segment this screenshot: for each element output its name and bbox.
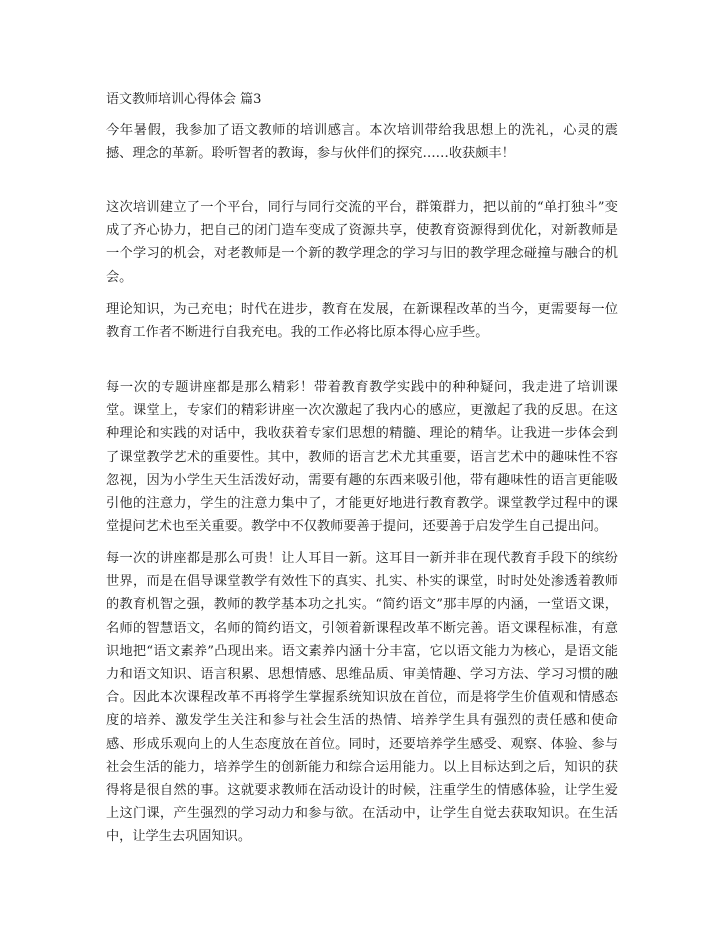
paragraph-theory-recharge: 理论知识，为己充电；时代在进步，教育在发展，在新课程改革的当今，更需要每一位教育工作者不断进行自我充电。我的工作必将比原本得心应手些。 xyxy=(106,302,618,341)
paragraph-lectures-valuable: 每一次的讲座都是那么可贵！让人耳目一新。这耳目一新并非在现代教育手段下的缤纷世界，而是在倡导课堂教学有效性下的真实、扎实、朴实的课堂，时时处处渗透着教师的教育机智之强，教师的教学基本功之扎实。“简约语文”那丰厚的内涵，一堂语文课，名师的智慧语文，名师的简约语文，引领着新课程改革不断完善。语文课程标准，有意识地把“语文素养”凸现出来。语文素养内涵十分丰富，它以语文能力为核心，是语文能力和语文知识、语言积累、思想情感、思维品质、审美情趣、学习方法、学习习惯的融合。因此本次课程改革不再将学生掌握系统知识放在首位，而是将学生价值观和情感态度的培养、激发学生关注和参与社会生活的热情、培养学生具有强烈的责任感和使命感、形成乐观向上的人生态度放在首位。同时，还要培养学生感受、观察、体验、参与社会生活的能力，培养学生的创新能力和综合运用能力。以上目标达到之后，知识的获得将是很自然的事。这就要求教师在活动设计的时候，注重学生的情感体验，让学生爱上这门课，产生强烈的学习动力和参与欲。在活动中，让学生自觉去获取知识。在生活中，让学生去巩固知识。 xyxy=(106,551,618,845)
paragraph-lectures-exciting: 每一次的专题讲座都是那么精彩！带着教育教学实践中的种种疑问，我走进了培训课堂。课堂上，专家们的精彩讲座一次次激起了我内心的感应，更激起了我的反思。在这种理论和实践的对话中，我收获着专家们思想的精髓、理论的精华。让我进一步体会到了课堂教学艺术的重要性。其中，教师的语言艺术尤其重要，语言艺术中的趣味性不容忽视，因为小学生天生活泼好动，需要有趣的东西来吸引他，带有趣味性的语言更能吸引他的注意力，学生的注意力集中了，才能更好地进行教育教学。课堂教学过程中的课堂提问艺术也至关重要。教学中不仅教师要善于提问，还要善于启发学生自己提出问。 xyxy=(106,380,618,535)
paragraph-summer-training: 今年暑假，我参加了语文教师的培训感言。本次培训带给我思想上的洗礼，心灵的震撼、理念的革新。聆听智者的教诲，参与伙伴们的探究……收获颇丰！ xyxy=(106,123,618,162)
document-title: 语文教师培训心得体会 篇3 xyxy=(106,92,262,107)
paragraph-training-platform: 这次培训建立了一个平台，同行与同行交流的平台，群策群力，把以前的“单打独斗”变成了齐心协力，把自己的闭门造车变成了资源共享，使教育资源得到优化，对新教师是一个学习的机会，对老教师是一个新的教学理念的学习与旧的教学理念碰撞与融合的机会。 xyxy=(106,200,618,285)
